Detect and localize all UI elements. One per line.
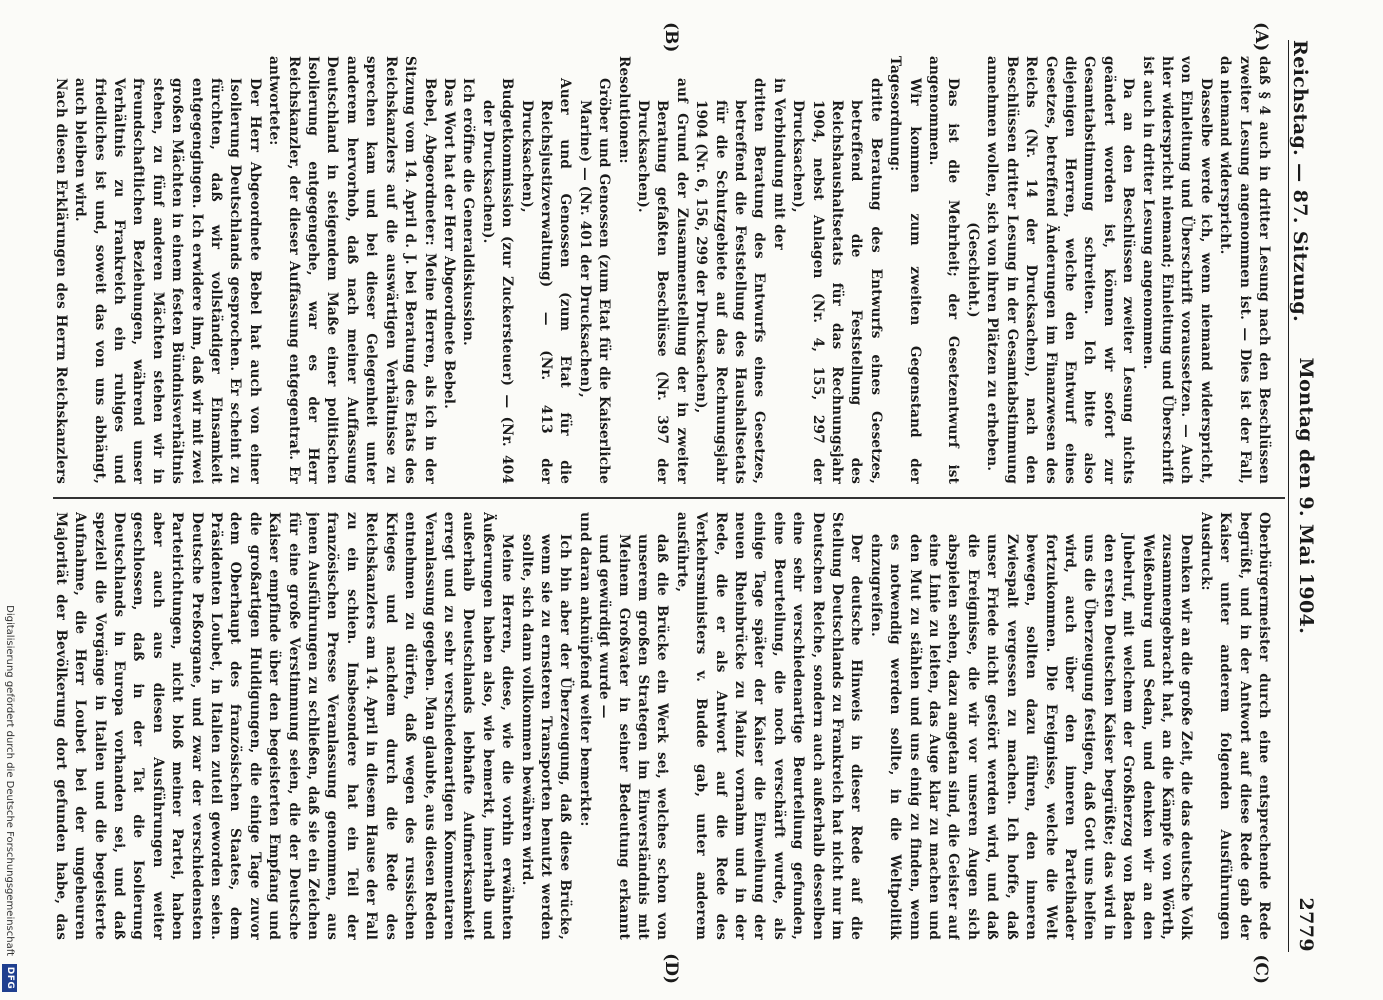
- paragraph: und daran anknüpfend weiter bemerkte:: [576, 512, 593, 827]
- header-left: Reichstag. — 87. Sitzung.: [1289, 40, 1311, 323]
- right-column: [53, 512, 1273, 940]
- header-date: Montag den 9. Mai 1904.: [1295, 357, 1317, 635]
- paragraph: daß § 4 auch in dritter Lesung nach den Beschlüssen zweiter Lesung angenommen ist. — Dies ist der Fall, da niemand widerspricht.: [1217, 56, 1272, 484]
- quotation: daß die Brücke ein Werk sei, welches schon von unserem großen Strategen im Einverständnis mit Meinem Großvater in seiner Bedeutung erkannt und gewürdigt wurde —: [596, 534, 671, 940]
- paragraph: Bebel, Abgeordneter: Meine Herren, als ich in der Sitzung vom 14. April d. J. bei Beratung des Etats des Reichskanzlers auf die auswärtigen Verhältnisse zu sprechen kam und bei dieser Gelegenheit unter anderem hervorhob, daß nach meiner Auffassung Deutschland in steigendem Maße einer politischen Isolierung entgegengehe, war es der Herr Reichskanzler, der dieser Auffassung entgegentrat. Er antwortete:: [266, 56, 438, 484]
- margin-mark-c: (C): [1251, 954, 1271, 984]
- paragraph: Oberbürgermeister durch eine entsprechende Rede begrüßt, und in der Antwort auf diese Rede gab der Kaiser unter anderem folgenden Ausführungen Ausdruck:: [1197, 512, 1272, 940]
- paragraph: Resolutionen:: [615, 56, 632, 164]
- left-column: [53, 56, 1273, 484]
- paragraph: Nach diesen Erklärungen des Herrn Reichskanzlers: [53, 78, 69, 484]
- margin-mark-a: (A): [1251, 22, 1271, 52]
- paragraph: Da an den Beschlüssen zweiter Lesung nichts geändert worden ist, können wir sofort zur Gesamtabstimmung schreiten. Ich bitte also diejenigen Herren, welche den Entwurf eines Gesetzes, betreffend Änderungen im Finanzwesen des Reichs (Nr. 14 der Drucksachen), nach den Beschlüssen dritter Lesung in der Gesamtabstimmung annehmen wollen, sich von ihren Plätzen zu erheben.: [984, 56, 1137, 484]
- dfg-logo: DFG: [2, 964, 17, 992]
- agenda-item: dritte Beratung des Entwurfs eines Gesetzes, betreffend die Feststellung des Reichshaushaltsetats für das Rechnungsjahr 1904, nebst Anlagen (Nr. 4, 155, 297 der Drucksachen),: [790, 78, 884, 484]
- paragraph: Ich eröffne die Generaldiskussion.: [460, 78, 477, 346]
- margin-mark-b: (B): [661, 22, 681, 53]
- paragraph: Meine Herren, diese, wie die vorhin erwähnten Äußerungen haben also, wie bemerkt, innerhalb und außerhalb Deutschlands lebhafte Aufmerksamkeit erregt und zu sehr verschiedenartigen Kommentaren Veranlassung gegeben. Man glaubte, aus diesen Reden entnehmen zu dürfen, daß wegen des russischen Krieges und nachdem durch die Rede des Reichskanzlers am 14. April in diesem Hause der Fall zu ein schien. Insbesondere hat ein Teil der französischen Presse Veranlassung genommen, aus jenen Ausführungen zu schließen, daß sie ein Zeichen für eine große Verstimmung seien, die der Deutsche Kaiser empfinde über den begeisterten Empfang und die großartigen Huldigungen, die einige Tage zuvor dem Oberhaupt des französischen Staates, dem Präsidenten Loubet, in Italien zuteil geworden seien. Deutsche Preßorgane, und zwar der verschiedensten Parteirichtungen, nicht bloß meiner Partei, haben aber auch aus diesen Ausführungen weiter geschlossen, daß in der Tat die Isolierung Deutschlands in Europa vorhanden sei, und daß speziell die Vorgänge in Italien und die begeisterte Aufnahme, die Herr Loubet bei der ungeheuren Majorität der Bevölkerung dort gefunden habe, das: [53, 512, 516, 940]
- quotation: Denken wir an die große Zeit, die das deutsche Volk zusammengebracht hat, an die Kämpfe von Wörth, Weißenburg und Sedan, und denken wir an den Jubelruf, mit welchem der Großherzog von Baden den ersten Deutschen Kaiser begrüßte; das wird in uns die Überzeugung festigen, daß Gott uns helfen wird, auch über den inneren Parteihader fortzukommen. Die Ereignisse, welche die Welt bewegen, sollten dazu führen, den inneren Zwiespalt vergessen zu machen. Ich hoffe, daß unser Friede nicht gestört werden wird, und daß die Ereignisse, die wir vor unseren Augen sich abspielen sehen, dazu angetan sind, die Geister auf eine Linie zu leiten, das Auge klar zu machen und den Mut zu stählen und uns einig zu finden, wenn es notwendig werden sollte, in die Weltpolitik einzugreifen.: [867, 534, 1195, 940]
- quotation: Ich bin aber der Überzeugung, daß diese Brücke, wenn sie zu ernsteren Transporten benutzt werden sollte, sich dann vollkommen bewähren wird.: [518, 534, 574, 940]
- resolution-item: Gröber und Genossen (zum Etat für die Kaiserliche Marine) — (Nr. 401 der Drucksachen),: [576, 78, 613, 484]
- resolution-item: Budgetkommission (zur Zuckersteuer) — (Nr. 404 der Drucksachen).: [479, 78, 516, 484]
- paragraph: Der deutsche Hinweis in dieser Rede auf die Stellung Deutschlands zu Frankreich hat nicht nur im Deutschen Reiche, sondern auch außerhalb desselben eine sehr verschiedenartige Beurteilung gefunden, eine Beurteilung, die noch verschärft wurde, als einige Tage später der Kaiser die Einweihung der neuen Rheinbrücke zu Mainz vornahm und in der Rede, die er als Antwort auf die Rede des Verkehrsministers v. Budde gab, unter anderem ausführte,: [673, 512, 865, 940]
- digitization-credit: Digitalisierung gefördert durch die Deutsche Forschungsgemeinschaft: [4, 605, 15, 956]
- page-header: [1288, 40, 1329, 952]
- agenda-item: auf Grund der Zusammenstellung der in zweiter Beratung gefaßten Beschlüsse (Nr. 397 der Drucksachen).: [635, 78, 690, 484]
- agenda-item: dritten Beratung des Entwurfs eines Gesetzes, betreffend die Feststellung des Haushaltsetats für die Schutzgebiete auf das Rechnungsjahr 1904 (Nr. 6, 156, 299 der Drucksachen),: [693, 78, 768, 484]
- paragraph: Wir kommen zum zweiten Gegenstand der Tagesordnung:: [887, 56, 923, 484]
- paragraph: in Verbindung mit der: [770, 78, 787, 250]
- paragraph: Dasselbe werde ich, wenn niemand widerspricht, von Einleitung und Überschrift voraussetzen. — Auch hier widerspricht niemand; Einleitung und Überschrift ist auch in dritter Lesung angenommen.: [1139, 56, 1214, 484]
- paragraph: (Geschieht.): [964, 222, 981, 318]
- column-divider: [53, 497, 1285, 499]
- resolution-item: Auer und Genossen (zum Etat für die Reichsjustizverwaltung) — (Nr. 413 der Drucksachen),: [518, 78, 574, 484]
- paragraph: Das Wort hat der Herr Abgeordnete Bebel.: [440, 78, 457, 410]
- page-number: 2779: [1295, 897, 1317, 952]
- paragraph: Das ist die Mehrheit; der Gesetzentwurf ist angenommen.: [926, 56, 962, 484]
- margin-mark-d: (D): [661, 953, 681, 984]
- quotation: Der Herr Abgeordnete Bebel hat auch von einer Isolierung Deutschlands gesprochen. Er scheint zu fürchten, daß wir vollständiger Einsamkeit entgegengingen. Ich erwidere ihm, daß wir mit zwei großen Mächten in einem festen Bündnisverhältnis stehen, zu fünf anderen Mächten stehen wir in freundschaftlichen Beziehungen, während unser Verhältnis zu Frankreich ein ruhiges und friedliches ist und, soweit das von uns abhängt, auch bleiben wird.: [72, 78, 263, 484]
- page-footer: [0, 0, 18, 1000]
